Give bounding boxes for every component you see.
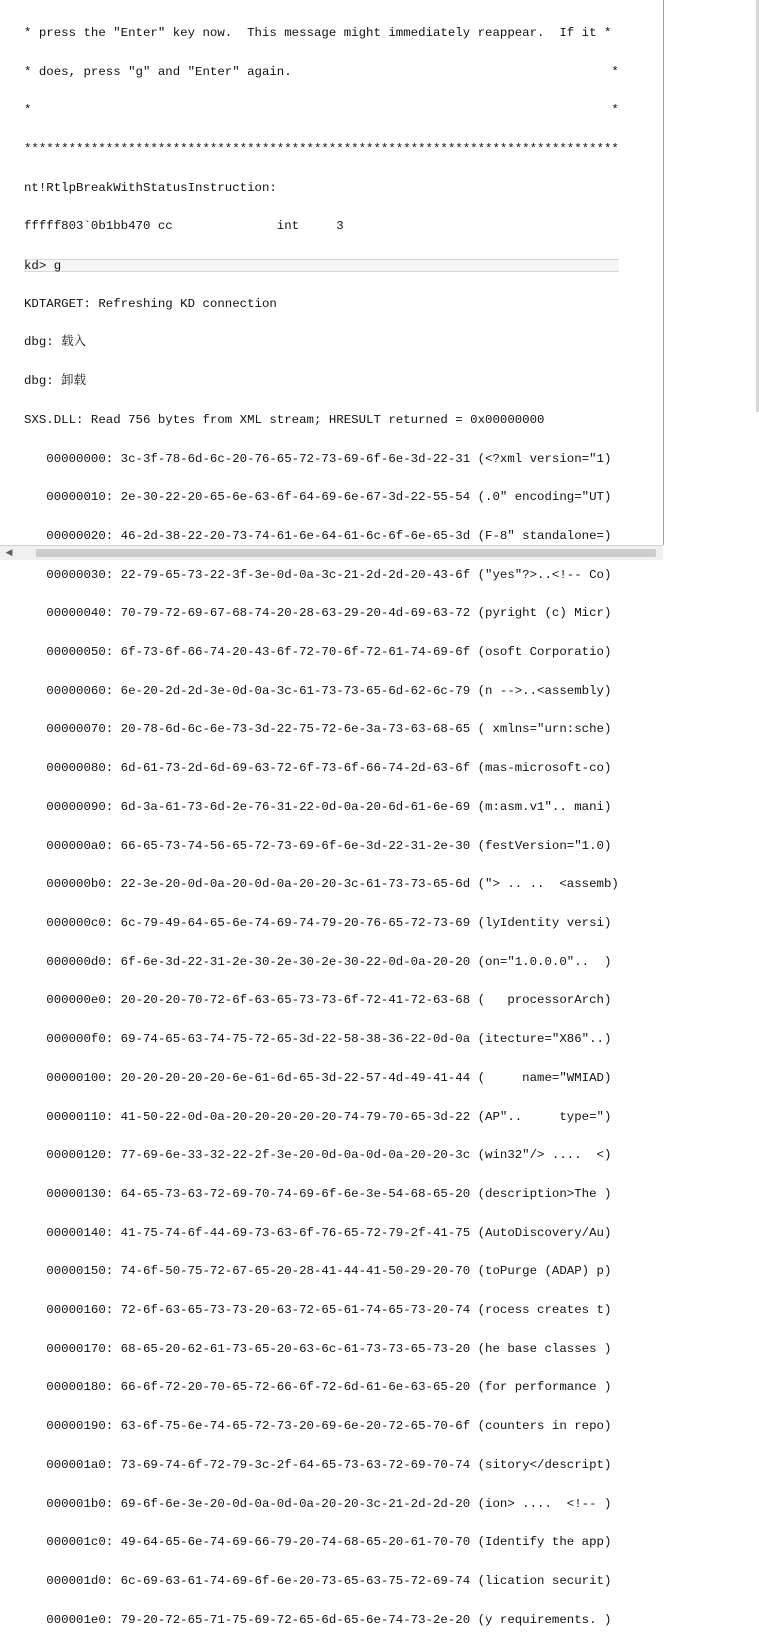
hex-dump-line: 00000160: 72-6f-63-65-73-73-20-63-72-65-61-74-65-73-20-74 (rocess creates t) <box>24 1303 612 1318</box>
hex-dump-line: 000000d0: 6f-6e-3d-22-31-2e-30-2e-30-2e-30-22-0d-0a-20-20 (on="1.0.0.0".. ) <box>24 954 612 969</box>
adjacent-pane-background <box>664 0 759 560</box>
hex-dump-line: 00000180: 66-6f-72-20-70-65-72-66-6f-72-6d-61-6e-63-65-20 (for performance ) <box>24 1380 612 1395</box>
command-output-text <box>24 1 619 1652</box>
hex-dump-line: 00000000: 3c-3f-78-6d-6c-20-76-65-72-73-69-6f-6e-3d-22-31 (<?xml version="1) <box>24 451 612 466</box>
hex-dump-line: 00000010: 2e-30-22-20-65-6e-63-6f-64-69-6e-67-3d-22-55-54 (.0" encoding="UT) <box>24 490 612 505</box>
hex-dump-line: 00000060: 6e-20-2d-2d-3e-0d-0a-3c-61-73-73-65-6d-62-6c-79 (n -->..<assembly) <box>24 683 612 698</box>
output-line: * press the "Enter" key now. This message might immediately reappear. If it * <box>24 25 612 40</box>
hex-dump-line: 00000170: 68-65-20-62-61-73-65-20-63-6c-61-73-73-65-73-20 (he base classes ) <box>24 1341 612 1356</box>
hex-dump-line: 00000100: 20-20-20-20-20-6e-61-6d-65-3d-22-57-4d-49-41-44 ( name="WMIAD) <box>24 1070 612 1085</box>
hex-dump-line: 00000120: 77-69-6e-33-32-22-2f-3e-20-0d-0a-0d-0a-20-20-3c (win32"/> .... <) <box>24 1148 612 1163</box>
hex-dump-line: 000001e0: 79-20-72-65-71-75-69-72-65-6d-65-6e-74-73-2e-20 (y requirements. ) <box>24 1612 612 1627</box>
hex-dump-line: 00000020: 46-2d-38-22-20-73-74-61-6e-64-61-6c-6f-6e-65-3d (F-8" standalone=) <box>24 528 612 543</box>
output-line: dbg: 卸载 <box>24 374 86 389</box>
hex-dump-line: 00000050: 6f-73-6f-66-74-20-43-6f-72-70-6f-72-61-74-69-6f (osoft Corporatio) <box>24 645 612 660</box>
hex-dump-line: 000000b0: 22-3e-20-0d-0a-20-0d-0a-20-20-3c-61-73-73-65-6d ("> .. .. <assemb) <box>24 877 619 892</box>
scroll-left-arrow-icon[interactable]: ◀ <box>5 548 13 558</box>
hex-dump-line: 00000030: 22-79-65-73-22-3f-3e-0d-0a-3c-21-2d-2d-20-43-6f ("yes"?>..<!-- Co) <box>24 567 612 582</box>
hex-dump-line: 00000130: 64-65-73-63-72-69-70-74-69-6f-6e-3e-54-68-65-20 (description>The ) <box>24 1186 612 1201</box>
scrollbar-thumb[interactable] <box>36 549 656 557</box>
hex-dump-line: 00000080: 6d-61-73-2d-6d-69-63-72-6f-73-6f-66-74-2d-63-6f (mas-microsoft-co) <box>24 761 612 776</box>
hex-dump-line: 000000a0: 66-65-73-74-56-65-72-73-69-6f-6e-3d-22-31-2e-30 (festVersion="1.0) <box>24 838 612 853</box>
output-line: SXS.DLL: Read 756 bytes from XML stream; HRESULT returned = 0x00000000 <box>24 412 545 427</box>
hex-dump-line: 00000190: 63-6f-75-6e-74-65-72-73-20-69-6e-20-72-65-70-6f (counters in repo) <box>24 1419 612 1434</box>
output-line: ******************************************************************************** <box>24 141 619 156</box>
horizontal-scrollbar[interactable] <box>0 545 663 560</box>
hex-dump-line: 000000e0: 20-20-20-70-72-6f-63-65-73-73-6f-72-41-72-63-68 ( processorArch) <box>24 993 612 1008</box>
hex-dump-line: 000001d0: 6c-69-63-61-74-69-6f-6e-20-73-65-63-75-72-69-74 (lication securit) <box>24 1573 612 1588</box>
hex-dump-line: 000001a0: 73-69-74-6f-72-79-3c-2f-64-65-73-63-72-69-70-74 (sitory</descript) <box>24 1457 612 1472</box>
hex-dump-line: 00000140: 41-75-74-6f-44-69-73-63-6f-76-65-72-79-2f-41-75 (AutoDiscovery/Au) <box>24 1225 612 1240</box>
hex-dump-line: 000000c0: 6c-79-49-64-65-6e-74-69-74-79-20-76-65-72-73-69 (lyIdentity versi) <box>24 915 612 930</box>
output-line: fffff803`0b1bb470 cc int 3 <box>24 219 344 234</box>
output-line: nt!RtlpBreakWithStatusInstruction: <box>24 180 277 195</box>
output-line: KDTARGET: Refreshing KD connection <box>24 296 277 311</box>
kd-prompt-line[interactable]: kd> g <box>24 259 619 272</box>
output-line: * does, press "g" and "Enter" again. * <box>24 64 619 79</box>
hex-dump-line: 00000070: 20-78-6d-6c-6e-73-3d-22-75-72-6e-3a-73-63-68-65 ( xmlns="urn:sche) <box>24 722 612 737</box>
hex-dump-line: 00000090: 6d-3a-61-73-6d-2e-76-31-22-0d-0a-20-6d-61-6e-69 (m:asm.v1".. mani) <box>24 799 612 814</box>
hex-dump-line: 000001c0: 49-64-65-6e-74-69-66-79-20-74-68-65-20-61-70-70 (Identify the app) <box>24 1535 612 1550</box>
output-line: * * <box>24 103 619 118</box>
output-line: dbg: 载入 <box>24 335 86 350</box>
hex-dump-line: 000000f0: 69-74-65-63-74-75-72-65-3d-22-58-38-36-22-0d-0a (itecture="X86"..) <box>24 1032 612 1047</box>
hex-dump-line: 00000110: 41-50-22-0d-0a-20-20-20-20-20-74-79-70-65-3d-22 (AP".. type=") <box>24 1109 612 1124</box>
hex-dump-line: 00000150: 74-6f-50-75-72-67-65-20-28-41-44-41-50-29-20-70 (toPurge (ADAP) p) <box>24 1264 612 1279</box>
hex-dump-line: 000001b0: 69-6f-6e-3e-20-0d-0a-0d-0a-20-20-3c-21-2d-2d-20 (ion> .... <!-- ) <box>24 1496 612 1511</box>
hex-dump-line: 00000040: 70-79-72-69-67-68-74-20-28-63-29-20-4d-69-63-72 (pyright (c) Micr) <box>24 606 612 621</box>
